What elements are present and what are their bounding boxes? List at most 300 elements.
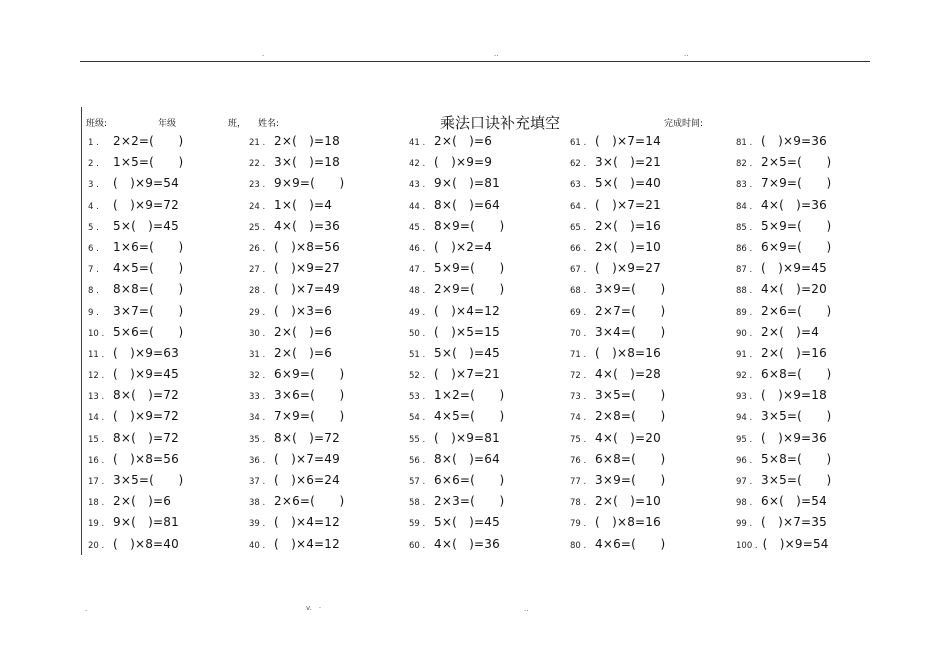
problem-expression: 4×( )=36 bbox=[761, 197, 827, 212]
problem-item bbox=[570, 195, 736, 216]
problem-expression: 1×( )=4 bbox=[274, 197, 333, 212]
problem-item bbox=[570, 258, 736, 279]
problem-number: 37 . bbox=[249, 477, 266, 487]
problem-item bbox=[88, 258, 249, 279]
problem-item bbox=[249, 195, 409, 216]
problem-item bbox=[409, 216, 570, 237]
problem-number: 91 . bbox=[736, 349, 753, 360]
problem-item bbox=[409, 237, 570, 258]
problem-expression: 2×( )=10 bbox=[595, 494, 661, 509]
problem-expression: 8×9=( ) bbox=[434, 218, 505, 233]
grade-label: 年级 bbox=[158, 119, 177, 129]
problem-item bbox=[736, 173, 868, 194]
problem-number: 97 . bbox=[736, 477, 753, 487]
problem-expression: 6×9=( ) bbox=[761, 239, 832, 254]
problem-expression: 2×( )=4 bbox=[761, 324, 820, 339]
problem-item bbox=[249, 470, 409, 491]
problem-expression: 2×3=( ) bbox=[434, 494, 505, 509]
problem-item bbox=[736, 237, 868, 258]
problem-item bbox=[249, 322, 409, 343]
problem-number: 70 . bbox=[570, 328, 587, 339]
problem-item bbox=[409, 534, 570, 555]
problem-number: 3 . bbox=[88, 180, 99, 191]
problem-item bbox=[570, 237, 736, 258]
problem-expression: 2×6=( ) bbox=[274, 494, 345, 509]
problem-number: 95 . bbox=[736, 434, 753, 445]
problem-number: 30 . bbox=[249, 328, 266, 339]
problem-expression: 4×( )=20 bbox=[595, 430, 661, 445]
problem-expression: ( )×9=27 bbox=[274, 261, 340, 276]
problem-expression: 5×( )=45 bbox=[113, 218, 179, 233]
problem-expression: 8×( )=72 bbox=[113, 388, 179, 403]
problem-item bbox=[736, 131, 868, 152]
problem-number: 74 . bbox=[570, 413, 587, 424]
problem-expression: 8×( )=72 bbox=[113, 430, 179, 445]
problem-item bbox=[570, 131, 736, 152]
problem-number: 63 . bbox=[570, 180, 587, 191]
problem-expression: 5×9=( ) bbox=[761, 218, 832, 233]
problem-expression: 2×( )=6 bbox=[434, 134, 493, 148]
problem-column bbox=[249, 131, 409, 555]
problem-expression: ( )×8=16 bbox=[595, 345, 661, 360]
problem-number: 52 . bbox=[409, 371, 426, 382]
problem-number: 100 . bbox=[736, 540, 758, 551]
problem-expression: ( )×7=49 bbox=[274, 451, 340, 466]
problem-number: 34 . bbox=[249, 413, 266, 424]
problem-expression: 6×9=( ) bbox=[274, 367, 345, 382]
problem-number: 6 . bbox=[88, 243, 99, 254]
problem-number: 13 . bbox=[88, 392, 105, 403]
problem-number: 22 . bbox=[249, 159, 266, 170]
problem-expression: ( )×7=35 bbox=[761, 515, 827, 530]
problem-number: 66 . bbox=[570, 243, 587, 254]
problem-item bbox=[570, 279, 736, 300]
problem-expression: 2×6=( ) bbox=[761, 303, 832, 318]
problem-number: 28 . bbox=[249, 286, 266, 297]
problem-column bbox=[409, 131, 570, 555]
problem-expression: 9×9=( ) bbox=[274, 176, 345, 191]
scan-dot: · bbox=[262, 52, 265, 60]
problem-expression: 3×5=( ) bbox=[761, 409, 832, 424]
problem-number: 88 . bbox=[736, 286, 753, 297]
problem-number: 2 . bbox=[88, 159, 99, 170]
problem-item bbox=[409, 131, 570, 152]
problem-expression: ( )×4=12 bbox=[274, 515, 340, 530]
problem-number: 17 . bbox=[88, 477, 105, 487]
class-label: 班级: bbox=[86, 119, 108, 129]
problem-item bbox=[88, 406, 249, 427]
problem-number: 54 . bbox=[409, 413, 426, 424]
problem-number: 57 . bbox=[409, 477, 426, 487]
problem-grid bbox=[88, 131, 868, 555]
problem-item bbox=[570, 301, 736, 322]
scan-dot: ·· bbox=[684, 52, 689, 60]
problem-expression: 9×( )=81 bbox=[113, 515, 179, 530]
problem-number: 47 . bbox=[409, 265, 426, 276]
problem-item bbox=[249, 512, 409, 533]
problem-expression: 2×( )=10 bbox=[595, 239, 661, 254]
problem-item bbox=[570, 216, 736, 237]
problem-number: 12 . bbox=[88, 371, 105, 382]
problem-item bbox=[88, 512, 249, 533]
problem-item bbox=[249, 131, 409, 152]
problem-item bbox=[88, 449, 249, 470]
problem-number: 60 . bbox=[409, 540, 426, 551]
problem-expression: ( )×8=56 bbox=[113, 451, 179, 466]
problem-expression: 3×9=( ) bbox=[595, 282, 666, 297]
problem-number: 58 . bbox=[409, 498, 426, 509]
problem-number: 62 . bbox=[570, 159, 587, 170]
problem-expression: ( )×9=36 bbox=[761, 430, 827, 445]
problem-expression: ( )×9=72 bbox=[113, 197, 179, 212]
problem-expression: 2×7=( ) bbox=[595, 303, 666, 318]
problem-expression: ( )×9=36 bbox=[761, 134, 827, 148]
problem-expression: 5×6=( ) bbox=[113, 324, 184, 339]
problem-expression: 5×( )=40 bbox=[595, 176, 661, 191]
problem-expression: 6×8=( ) bbox=[761, 367, 832, 382]
problem-expression: 7×9=( ) bbox=[761, 176, 832, 191]
problem-number: 41 . bbox=[409, 138, 426, 148]
problem-item bbox=[88, 216, 249, 237]
problem-expression: 3×( )=21 bbox=[595, 155, 661, 170]
problem-item bbox=[88, 343, 249, 364]
problem-expression: 2×2=( ) bbox=[113, 134, 184, 148]
class-suffix: 班， bbox=[228, 119, 247, 129]
problem-number: 69 . bbox=[570, 307, 587, 318]
problem-item bbox=[736, 364, 868, 385]
problem-number: 15 . bbox=[88, 434, 105, 445]
problem-expression: ( )×7=14 bbox=[595, 134, 661, 148]
problem-item bbox=[736, 152, 868, 173]
problem-number: 71 . bbox=[570, 349, 587, 360]
problem-item bbox=[249, 279, 409, 300]
problem-item bbox=[249, 258, 409, 279]
problem-item bbox=[736, 491, 868, 512]
problem-expression: ( )×5=15 bbox=[434, 324, 500, 339]
problem-expression: 8×( )=64 bbox=[434, 451, 500, 466]
problem-expression: ( )×9=45 bbox=[113, 367, 179, 382]
problem-number: 33 . bbox=[249, 392, 266, 403]
problem-expression: 4×( )=28 bbox=[595, 367, 661, 382]
problem-number: 31 . bbox=[249, 349, 266, 360]
problem-item bbox=[88, 428, 249, 449]
problem-number: 42 . bbox=[409, 159, 426, 170]
problem-expression: 4×( )=36 bbox=[434, 536, 500, 551]
problem-expression: ( )×9=9 bbox=[434, 155, 493, 170]
problem-item bbox=[736, 428, 868, 449]
problem-expression: 3×5=( ) bbox=[113, 473, 184, 487]
problem-column bbox=[736, 131, 868, 555]
problem-expression: 6×8=( ) bbox=[595, 451, 666, 466]
problem-item bbox=[570, 343, 736, 364]
problem-number: 16 . bbox=[88, 455, 105, 466]
problem-item bbox=[88, 173, 249, 194]
problem-expression: 5×8=( ) bbox=[761, 451, 832, 466]
problem-number: 86 . bbox=[736, 243, 753, 254]
scan-dot: · bbox=[85, 607, 88, 615]
problem-item bbox=[409, 428, 570, 449]
problem-item bbox=[88, 237, 249, 258]
problem-item bbox=[88, 364, 249, 385]
problem-expression: ( )×9=81 bbox=[434, 430, 500, 445]
top-rule bbox=[80, 61, 870, 62]
problem-number: 84 . bbox=[736, 201, 753, 212]
problem-number: 39 . bbox=[249, 519, 266, 530]
problem-item bbox=[88, 279, 249, 300]
problem-number: 40 . bbox=[249, 540, 266, 551]
problem-number: 77 . bbox=[570, 477, 587, 487]
problem-item bbox=[736, 258, 868, 279]
problem-number: 18 . bbox=[88, 498, 105, 509]
problem-item bbox=[570, 173, 736, 194]
problem-item bbox=[88, 301, 249, 322]
problem-expression: 1×6=( ) bbox=[113, 239, 184, 254]
problem-item bbox=[88, 322, 249, 343]
problem-expression: 6×( )=54 bbox=[761, 494, 827, 509]
problem-expression: ( )×8=16 bbox=[595, 515, 661, 530]
problem-item bbox=[736, 279, 868, 300]
scan-dot: ·· bbox=[524, 607, 529, 615]
problem-column bbox=[88, 131, 249, 555]
problem-expression: ( )×4=12 bbox=[274, 536, 340, 551]
problem-number: 67 . bbox=[570, 265, 587, 276]
problem-number: 36 . bbox=[249, 455, 266, 466]
problem-item bbox=[409, 364, 570, 385]
problem-item bbox=[736, 512, 868, 533]
problem-expression: ( )×9=18 bbox=[761, 388, 827, 403]
problem-item bbox=[409, 279, 570, 300]
problem-number: 82 . bbox=[736, 159, 753, 170]
problem-number: 53 . bbox=[409, 392, 426, 403]
name-label: 姓名: bbox=[258, 119, 280, 129]
problem-number: 83 . bbox=[736, 180, 753, 191]
problem-item bbox=[570, 322, 736, 343]
problem-number: 76 . bbox=[570, 455, 587, 466]
problem-expression: 8×8=( ) bbox=[113, 282, 184, 297]
problem-item bbox=[88, 534, 249, 555]
problem-expression: 2×( )=18 bbox=[274, 134, 340, 148]
problem-item bbox=[409, 195, 570, 216]
problem-item bbox=[570, 406, 736, 427]
problem-number: 59 . bbox=[409, 519, 426, 530]
problem-expression: ( )×7=49 bbox=[274, 282, 340, 297]
problem-number: 5 . bbox=[88, 222, 99, 233]
problem-expression: 3×9=( ) bbox=[595, 473, 666, 487]
problem-expression: 4×( )=36 bbox=[274, 218, 340, 233]
problem-number: 4 . bbox=[88, 201, 99, 212]
problem-expression: 5×( )=45 bbox=[434, 345, 500, 360]
problem-item bbox=[409, 258, 570, 279]
problem-expression: ( )×7=21 bbox=[434, 367, 500, 382]
problem-expression: 8×( )=64 bbox=[434, 197, 500, 212]
problem-expression: ( )×9=27 bbox=[595, 261, 661, 276]
problem-number: 27 . bbox=[249, 265, 266, 276]
problem-expression: 6×6=( ) bbox=[434, 473, 505, 487]
problem-number: 87 . bbox=[736, 265, 753, 276]
problem-number: 79 . bbox=[570, 519, 587, 530]
problem-number: 56 . bbox=[409, 455, 426, 466]
problem-item bbox=[249, 216, 409, 237]
problem-expression: 1×5=( ) bbox=[113, 155, 184, 170]
problem-expression: ( )×9=63 bbox=[113, 345, 179, 360]
problem-number: 93 . bbox=[736, 392, 753, 403]
problem-number: 32 . bbox=[249, 371, 266, 382]
problem-expression: 8×( )=72 bbox=[274, 430, 340, 445]
problem-expression: ( )×6=24 bbox=[274, 473, 340, 487]
problem-item bbox=[570, 491, 736, 512]
problem-number: 64 . bbox=[570, 201, 587, 212]
problem-expression: 3×5=( ) bbox=[761, 473, 832, 487]
problem-item bbox=[570, 470, 736, 491]
problem-item bbox=[409, 512, 570, 533]
problem-item bbox=[88, 491, 249, 512]
problem-number: 72 . bbox=[570, 371, 587, 382]
problem-expression: 3×( )=18 bbox=[274, 155, 340, 170]
problem-expression: ( )×9=45 bbox=[761, 261, 827, 276]
problem-expression: ( )×4=12 bbox=[434, 303, 500, 318]
problem-number: 94 . bbox=[736, 413, 753, 424]
problem-number: 21 . bbox=[249, 138, 266, 148]
problem-item bbox=[570, 449, 736, 470]
problem-number: 75 . bbox=[570, 434, 587, 445]
problem-item bbox=[736, 343, 868, 364]
problem-expression: 5×9=( ) bbox=[434, 261, 505, 276]
problem-item bbox=[736, 534, 868, 555]
problem-number: 10 . bbox=[88, 328, 105, 339]
time-label: 完成时间: bbox=[664, 119, 704, 129]
problem-number: 78 . bbox=[570, 498, 587, 509]
left-margin-rule bbox=[81, 107, 82, 555]
problem-number: 44 . bbox=[409, 201, 426, 212]
problem-expression: 2×( )=6 bbox=[113, 494, 172, 509]
problem-number: 50 . bbox=[409, 328, 426, 339]
problem-number: 98 . bbox=[736, 498, 753, 509]
problem-number: 20 . bbox=[88, 540, 105, 551]
problem-item bbox=[249, 385, 409, 406]
problem-item bbox=[570, 385, 736, 406]
problem-number: 49 . bbox=[409, 307, 426, 318]
problem-item bbox=[736, 385, 868, 406]
problem-item bbox=[409, 449, 570, 470]
problem-number: 25 . bbox=[249, 222, 266, 233]
problem-number: 9 . bbox=[88, 307, 99, 318]
problem-expression: ( )×9=72 bbox=[113, 409, 179, 424]
problem-number: 73 . bbox=[570, 392, 587, 403]
problem-item bbox=[570, 428, 736, 449]
problem-item bbox=[249, 343, 409, 364]
problem-number: 26 . bbox=[249, 243, 266, 254]
problem-number: 89 . bbox=[736, 307, 753, 318]
problem-column bbox=[570, 131, 736, 555]
problem-number: 23 . bbox=[249, 180, 266, 191]
problem-expression: ( )×2=4 bbox=[434, 239, 493, 254]
problem-expression: 2×5=( ) bbox=[761, 155, 832, 170]
problem-item bbox=[570, 364, 736, 385]
problem-item bbox=[736, 301, 868, 322]
scan-dot: v. · bbox=[306, 604, 322, 612]
problem-item bbox=[409, 322, 570, 343]
problem-item bbox=[570, 512, 736, 533]
problem-item bbox=[570, 152, 736, 173]
problem-number: 68 . bbox=[570, 286, 587, 297]
problem-expression: 4×5=( ) bbox=[434, 409, 505, 424]
problem-number: 7 . bbox=[88, 265, 99, 276]
problem-item bbox=[570, 534, 736, 555]
problem-expression: ( )×3=6 bbox=[274, 303, 333, 318]
problem-item bbox=[249, 237, 409, 258]
problem-item bbox=[249, 152, 409, 173]
problem-item bbox=[249, 491, 409, 512]
problem-number: 11 . bbox=[88, 349, 105, 360]
problem-number: 55 . bbox=[409, 434, 426, 445]
problem-number: 81 . bbox=[736, 138, 753, 148]
problem-item bbox=[736, 449, 868, 470]
problem-item bbox=[736, 195, 868, 216]
problem-item bbox=[409, 152, 570, 173]
problem-expression: 1×2=( ) bbox=[434, 388, 505, 403]
problem-expression: ( )×8=56 bbox=[274, 239, 340, 254]
problem-number: 61 . bbox=[570, 138, 587, 148]
problem-item bbox=[736, 406, 868, 427]
problem-number: 46 . bbox=[409, 243, 426, 254]
problem-item bbox=[409, 301, 570, 322]
problem-number: 29 . bbox=[249, 307, 266, 318]
problem-number: 65 . bbox=[570, 222, 587, 233]
problem-number: 38 . bbox=[249, 498, 266, 509]
problem-number: 90 . bbox=[736, 328, 753, 339]
page-title: 乘法口诀补充填空 bbox=[440, 114, 561, 132]
problem-expression: 7×9=( ) bbox=[274, 409, 345, 424]
problem-number: 14 . bbox=[88, 413, 105, 424]
problem-number: 43 . bbox=[409, 180, 426, 191]
problem-expression: 3×6=( ) bbox=[274, 388, 345, 403]
scan-dot: ·· bbox=[494, 52, 499, 60]
problem-item bbox=[88, 470, 249, 491]
problem-number: 45 . bbox=[409, 222, 426, 233]
problem-number: 96 . bbox=[736, 455, 753, 466]
problem-number: 19 . bbox=[88, 519, 105, 530]
problem-number: 48 . bbox=[409, 286, 426, 297]
problem-item bbox=[88, 385, 249, 406]
problem-number: 8 . bbox=[88, 286, 99, 297]
problem-expression: 9×( )=81 bbox=[434, 176, 500, 191]
problem-item bbox=[736, 216, 868, 237]
problem-number: 24 . bbox=[249, 201, 266, 212]
problem-expression: 2×( )=16 bbox=[595, 218, 661, 233]
problem-number: 1 . bbox=[88, 138, 99, 148]
problem-number: 80 . bbox=[570, 540, 587, 551]
problem-expression: ( )×7=21 bbox=[595, 197, 661, 212]
problem-item bbox=[736, 322, 868, 343]
problem-expression: 2×( )=6 bbox=[274, 345, 333, 360]
problem-item bbox=[88, 131, 249, 152]
problem-expression: ( )×8=40 bbox=[113, 536, 179, 551]
problem-expression: 4×6=( ) bbox=[595, 536, 666, 551]
problem-expression: 3×7=( ) bbox=[113, 303, 184, 318]
problem-item bbox=[736, 470, 868, 491]
problem-item bbox=[249, 428, 409, 449]
problem-number: 51 . bbox=[409, 349, 426, 360]
problem-item bbox=[409, 173, 570, 194]
problem-number: 99 . bbox=[736, 519, 753, 530]
problem-item bbox=[249, 406, 409, 427]
problem-item bbox=[249, 173, 409, 194]
problem-item bbox=[88, 152, 249, 173]
problem-number: 35 . bbox=[249, 434, 266, 445]
problem-expression: 2×9=( ) bbox=[434, 282, 505, 297]
problem-item bbox=[409, 406, 570, 427]
problem-number: 85 . bbox=[736, 222, 753, 233]
